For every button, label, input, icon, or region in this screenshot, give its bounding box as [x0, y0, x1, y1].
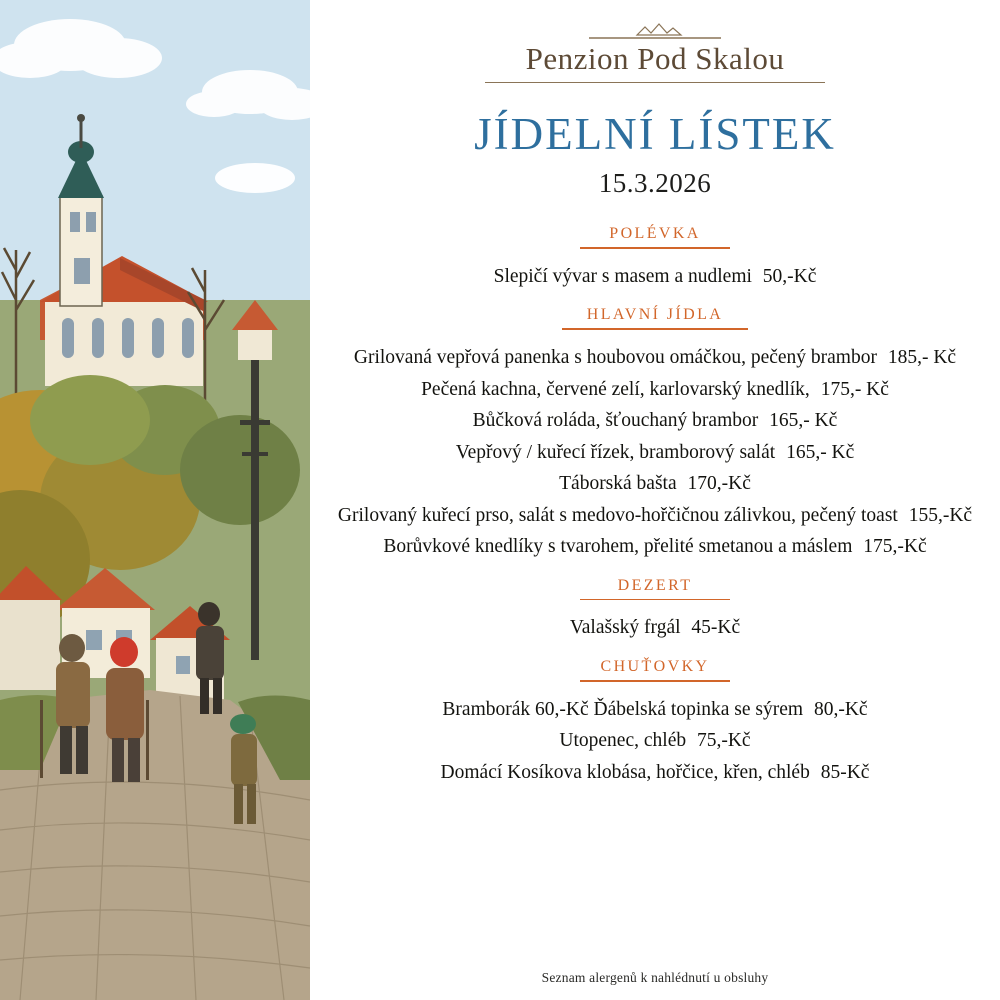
menu-item — [334, 405, 976, 437]
menu-item-name: Grilovaný kuřecí prso, salát s medovo-hořčičnou zálivkou, pečený toast — [337, 504, 898, 526]
menu-item-name: Borůvkové knedlíky s tvarohem, přelité smetanou a máslem — [383, 536, 853, 558]
section-heading: CHUŤOVKY — [600, 658, 710, 676]
menu-item-price: 170,-Kč — [687, 473, 751, 495]
section-heading: DEZERT — [617, 576, 693, 594]
menu-item-price: 185,- Kč — [887, 346, 957, 368]
menu-item-name: Bůčková roláda, šťouchaný brambor — [472, 410, 759, 432]
menu-item-name: Utopenec, chléb — [559, 730, 687, 752]
menu-item-name: Táborská bašta — [559, 473, 677, 495]
village-illustration — [0, 0, 310, 1000]
menu-item-name: Domácí Kosíkova klobása, hořčice, křen, chléb — [440, 761, 810, 783]
section-chutovky — [334, 658, 976, 788]
menu-item — [334, 500, 976, 532]
brand-name: Penzion Pod Skalou — [525, 41, 785, 76]
section-hlavni-jidla — [334, 306, 976, 563]
menu-item-price: 45-Kč — [691, 617, 741, 639]
menu-item — [334, 342, 976, 374]
menu-item-name: Slepičí vývar s masem a nudlemi — [493, 265, 752, 287]
allergen-note: Seznam alergenů k nahlédnutí u obsluhy — [541, 970, 769, 985]
menu-date: 15.3.2026 — [598, 168, 712, 199]
section-divider — [562, 328, 748, 330]
menu-item — [334, 468, 976, 500]
menu-item-price: 75,-Kč — [696, 730, 751, 752]
illustration-svg — [0, 0, 310, 1000]
menu-item-price: 80,-Kč — [813, 698, 868, 720]
mountain-logo-icon — [585, 22, 725, 40]
menu-item-price: 165,- Kč — [769, 410, 838, 432]
menu-item-price: 85-Kč — [820, 761, 870, 783]
menu-item-price: 175,- Kč — [820, 378, 889, 400]
menu-item — [334, 694, 976, 726]
section-divider — [580, 247, 730, 249]
menu-item — [334, 261, 976, 293]
brand-divider — [485, 82, 825, 83]
section-divider — [580, 680, 730, 682]
menu-item — [334, 374, 976, 406]
menu-item-price: 165,- Kč — [786, 441, 855, 463]
page-title: JÍDELNÍ LÍSTEK — [474, 109, 836, 160]
menu-item-name: Pečená kachna, červené zelí, karlovarský knedlík, — [421, 378, 810, 400]
section-divider — [580, 599, 730, 601]
menu-item-name: Valašský frgál — [569, 617, 681, 639]
menu-item-name: Bramborák 60,-Kč Ďábelská topinka se sýrem — [442, 698, 804, 720]
section-heading: POLÉVKA — [609, 225, 701, 243]
menu-item — [334, 612, 976, 644]
menu-item — [334, 437, 976, 469]
section-polevka — [334, 225, 976, 292]
section-heading: HLAVNÍ JÍDLA — [586, 306, 724, 324]
menu-item-name: Vepřový / kuřecí řízek, bramborový salát — [455, 441, 776, 463]
section-dezert — [334, 577, 976, 644]
menu-item — [334, 725, 976, 757]
brand-header — [334, 22, 976, 83]
menu-item-price: 155,-Kč — [908, 504, 973, 526]
menu-item — [334, 757, 976, 789]
menu-item-price: 175,-Kč — [863, 536, 927, 558]
menu-item-name: Grilovaná vepřová panenka s houbovou omáčkou, pečený brambor — [353, 346, 877, 368]
menu-item-price: 50,-Kč — [762, 265, 817, 287]
menu-item — [334, 531, 976, 563]
menu-content — [310, 0, 1000, 1000]
